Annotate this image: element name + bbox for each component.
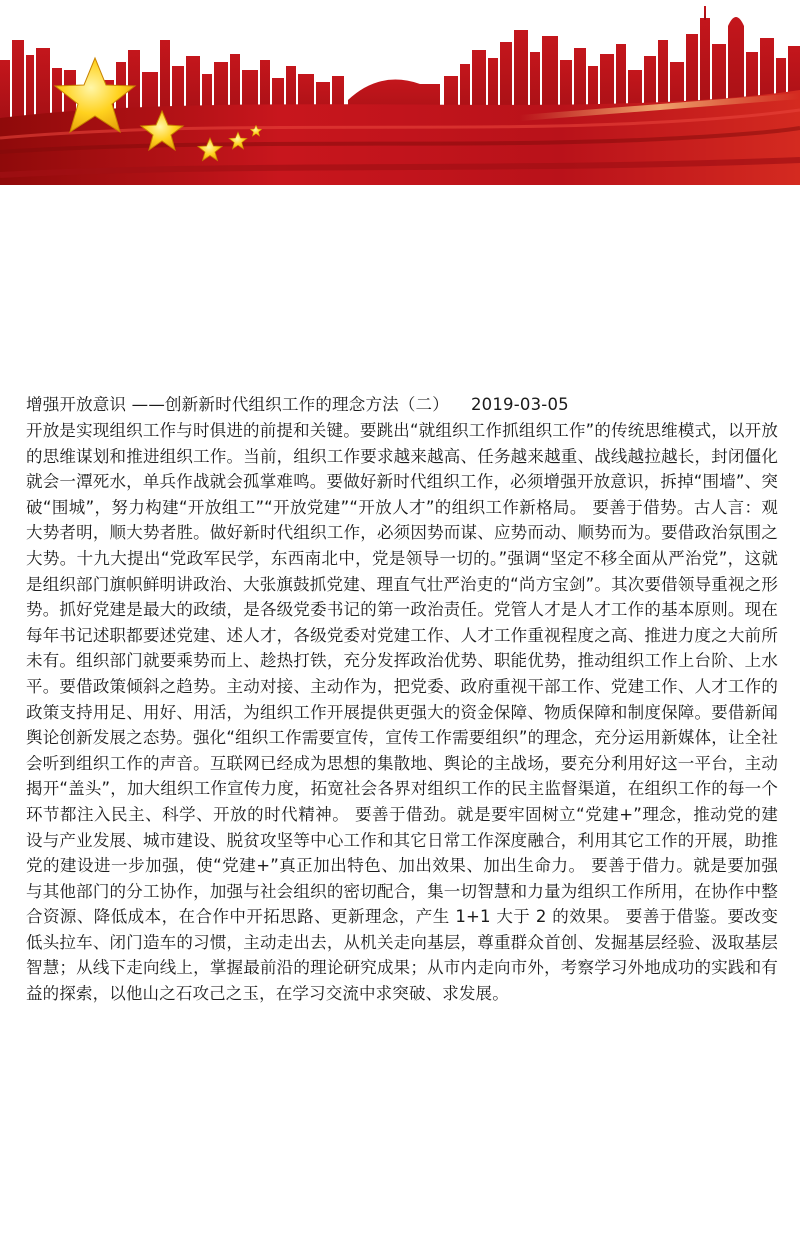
article-date: 2019-03-05 [470, 395, 569, 414]
city-skyline-banner-graphic [0, 0, 800, 185]
header-banner [0, 0, 800, 185]
article-body: 开放是实现组织工作与时俱进的前提和关键。要跳出“就组织工作抓组织工作”的传统思维模式，以开放的思维谋划和推进组织工作。当前，组织工作要求越来越高、任务越来越重、战线越拉越长，封闭僵化就会一潭死水，单兵作战就会孤掌难鸣。要做好新时代组织工作，必须增强开放意识，拆掉“围墙”、突破“围城”，努力构建“开放组工”“开放党建”“开放人才”的组织工作新格局。 要善于借势。古人言：观大势者明，顺大势者胜。做好新时代组织工作，必须因势而谋、应势而动、顺势而为。要借政治氛围之大势。十九大提出“党政军民学，东西南北中，党是领导一切的。”强调“坚定不移全面从严治党”，这就是组织部门旗帜鲜明讲政治、大张旗鼓抓党建、理直气壮严治吏的“尚方宝剑”。其次要借领导重视之形势。抓好党建是最大的政绩，是各级党委书记的第一政治责任。党管人才是人才工作的基本原则。现在每年书记述职都要述党建、述人才，各级党委对党建工作、人才工作重视程度之高、推进力度之大前所未有。组织部门就要乘势而上、趁热打铁，充分发挥政治优势、职能优势，推动组织工作上台阶、上水平。要借政策倾斜之趋势。主动对接、主动作为，把党委、政府重视干部工作、党建工作、人才工作的政策支持用足、用好、用活，为组织工作开展提供更强大的资金保障、物质保障和制度保障。要借新闻舆论创新发展之态势。强化“组织工作需要宣传，宣传工作需要组织”的理念，充分运用新媒体，让全社会听到组织工作的声音。互联网已经成为思想的集散地、舆论的主战场，要充分利用好这一平台，主动揭开“盖头”，加大组织工作宣传力度，拓宽社会各界对组织工作的民主监督渠道，在组织工作的每一个环节都注入民主、科学、开放的时代精神。 要善于借劲。就是要牢固树立“党建+”理念，推动党的建设与产业发展、城市建设、脱贫攻坚等中心工作和其它日常工作深度融合，利用其它工作的开展，助推党的建设进一步加强，使“党建+”真正加出特色、加出效果、加出生命力。 要善于借力。就是要加强与其他部门的分工协作，加强与社会组织的密切配合，集一切智慧和力量为组织工作所用，在协作中整合资源、降低成本，在合作中开拓思路、更新理念，产生 1+1 大于 2 的效果。 要善于借鉴。要改变低头拉车、闭门造车的习惯，主动走出去，从机关走向基层，尊重群众首创、发掘基层经验、汲取基层智慧；从线下走向线上，掌握最前沿的理论研究成果；从市内走向市外，考察学习外地成功的实践和有益的探索，以他山之石攻己之玉，在学习交流中求突破、求发展。 [26, 421, 778, 1004]
article-title: 增强开放意识 ——创新新时代组织工作的理念方法（二） [26, 395, 449, 414]
article [26, 392, 778, 1007]
article-header [26, 392, 778, 418]
